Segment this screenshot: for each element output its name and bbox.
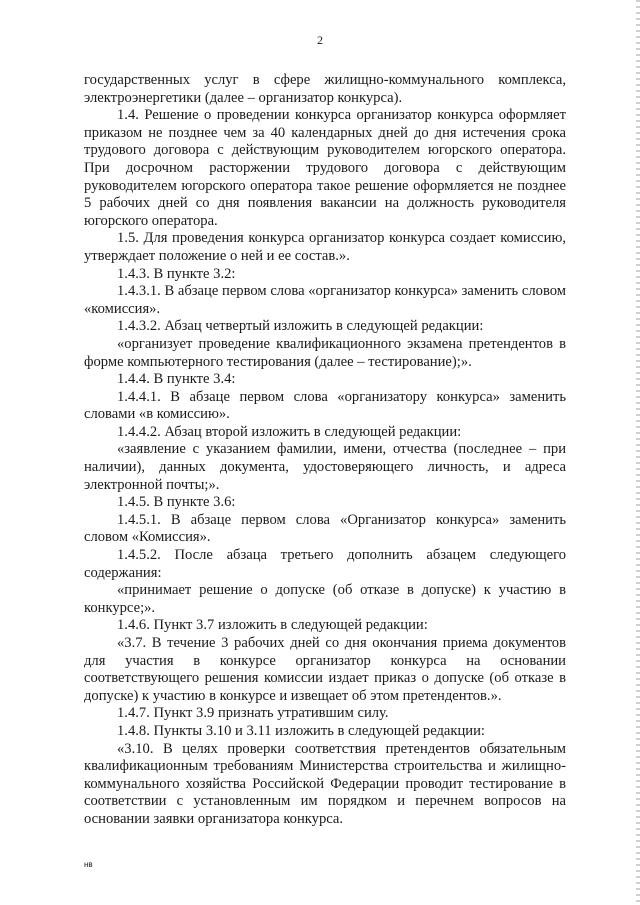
paragraph: «заявление с указанием фамилии, имени, отчества (последнее – при наличии), данных документа, удостоверяющего личность, и адреса электронной почты;». xyxy=(84,441,566,493)
paragraph: «принимает решение о допуске (об отказе в допуске) к участию в конкурсе;». xyxy=(84,582,566,616)
paragraph: 1.4.8. Пункты 3.10 и 3.11 изложить в следующей редакции: xyxy=(117,722,485,739)
paragraph: «3.10. В целях проверки соответствия претендентов обязательным квалификационным требованиям Министерства строительства и жилищно-коммунального хозяйства Российской Федерации проводит тестирование в соответствии с установленным им порядком и перечнем вопросов на основании заявки организатора конкурса. xyxy=(84,740,566,827)
paragraph: 1.4.3.1. В абзаце первом слова «организатор конкурса» заменить словом «комиссия». xyxy=(84,283,566,317)
paragraph: 1.4.5.2. После абзаца третьего дополнить абзацем следующего содержания: xyxy=(84,547,566,581)
footer-mark: нв xyxy=(84,860,93,869)
paragraph: государственных услуг в сфере жилищно-коммунального комплекса, электроэнергетики (далее – организатор конкурса). xyxy=(84,72,566,106)
document-body xyxy=(84,72,566,829)
paragraph: 1.4.4.2. Абзац второй изложить в следующей редакции: xyxy=(117,423,462,440)
paragraph: 1.4.5.1. В абзаце первом слова «Организатор конкурса» заменить словом «Комиссия». xyxy=(84,511,566,546)
paragraph: 1.4.4. В пункте 3.4: xyxy=(117,371,236,388)
paragraph: 1.4. Решение о проведении конкурса организатор конкурса оформляет приказом не позднее чем за 40 календарных дней до дня истечения срока трудового договора с действующим руководителем югорского оператора. При досрочном расторжении трудового договора с действующим руководителем югорского оператора такое решение оформляется не позднее 5 рабочих дней со дня появления вакансии на должность руководителя югорского оператора. xyxy=(84,107,566,229)
paragraph: 1.4.6. Пункт 3.7 изложить в следующей редакции: xyxy=(117,617,428,634)
scan-edge-artifact xyxy=(636,0,640,905)
paragraph: 1.5. Для проведения конкурса организатор конкурса создает комиссию, утверждает положение о ней и ее состав.». xyxy=(84,230,566,264)
paragraph: 1.4.7. Пункт 3.9 признать утратившим силу. xyxy=(117,705,389,722)
paragraph: 1.4.5. В пункте 3.6: xyxy=(117,494,236,511)
paragraph: «3.7. В течение 3 рабочих дней со дня окончания приема документов для участия в конкурсе организатор конкурса на основании соответствующего решения комиссии издает приказ о допуске (об отказе в допуске) к участию в конкурсе и извещает об этом претендентов.». xyxy=(84,635,566,704)
page-number: 2 xyxy=(317,33,323,47)
paragraph: 1.4.3.2. Абзац четвертый изложить в следующей редакции: xyxy=(117,318,484,335)
paragraph: «организует проведение квалификационного экзамена претендентов в форме компьютерного тестирования (далее – тестирование);». xyxy=(84,335,566,370)
paragraph: 1.4.3. В пункте 3.2: xyxy=(117,265,236,282)
paragraph: 1.4.4.1. В абзаце первом слова «организатору конкурса» заменить словами «в комиссию». xyxy=(84,388,566,423)
